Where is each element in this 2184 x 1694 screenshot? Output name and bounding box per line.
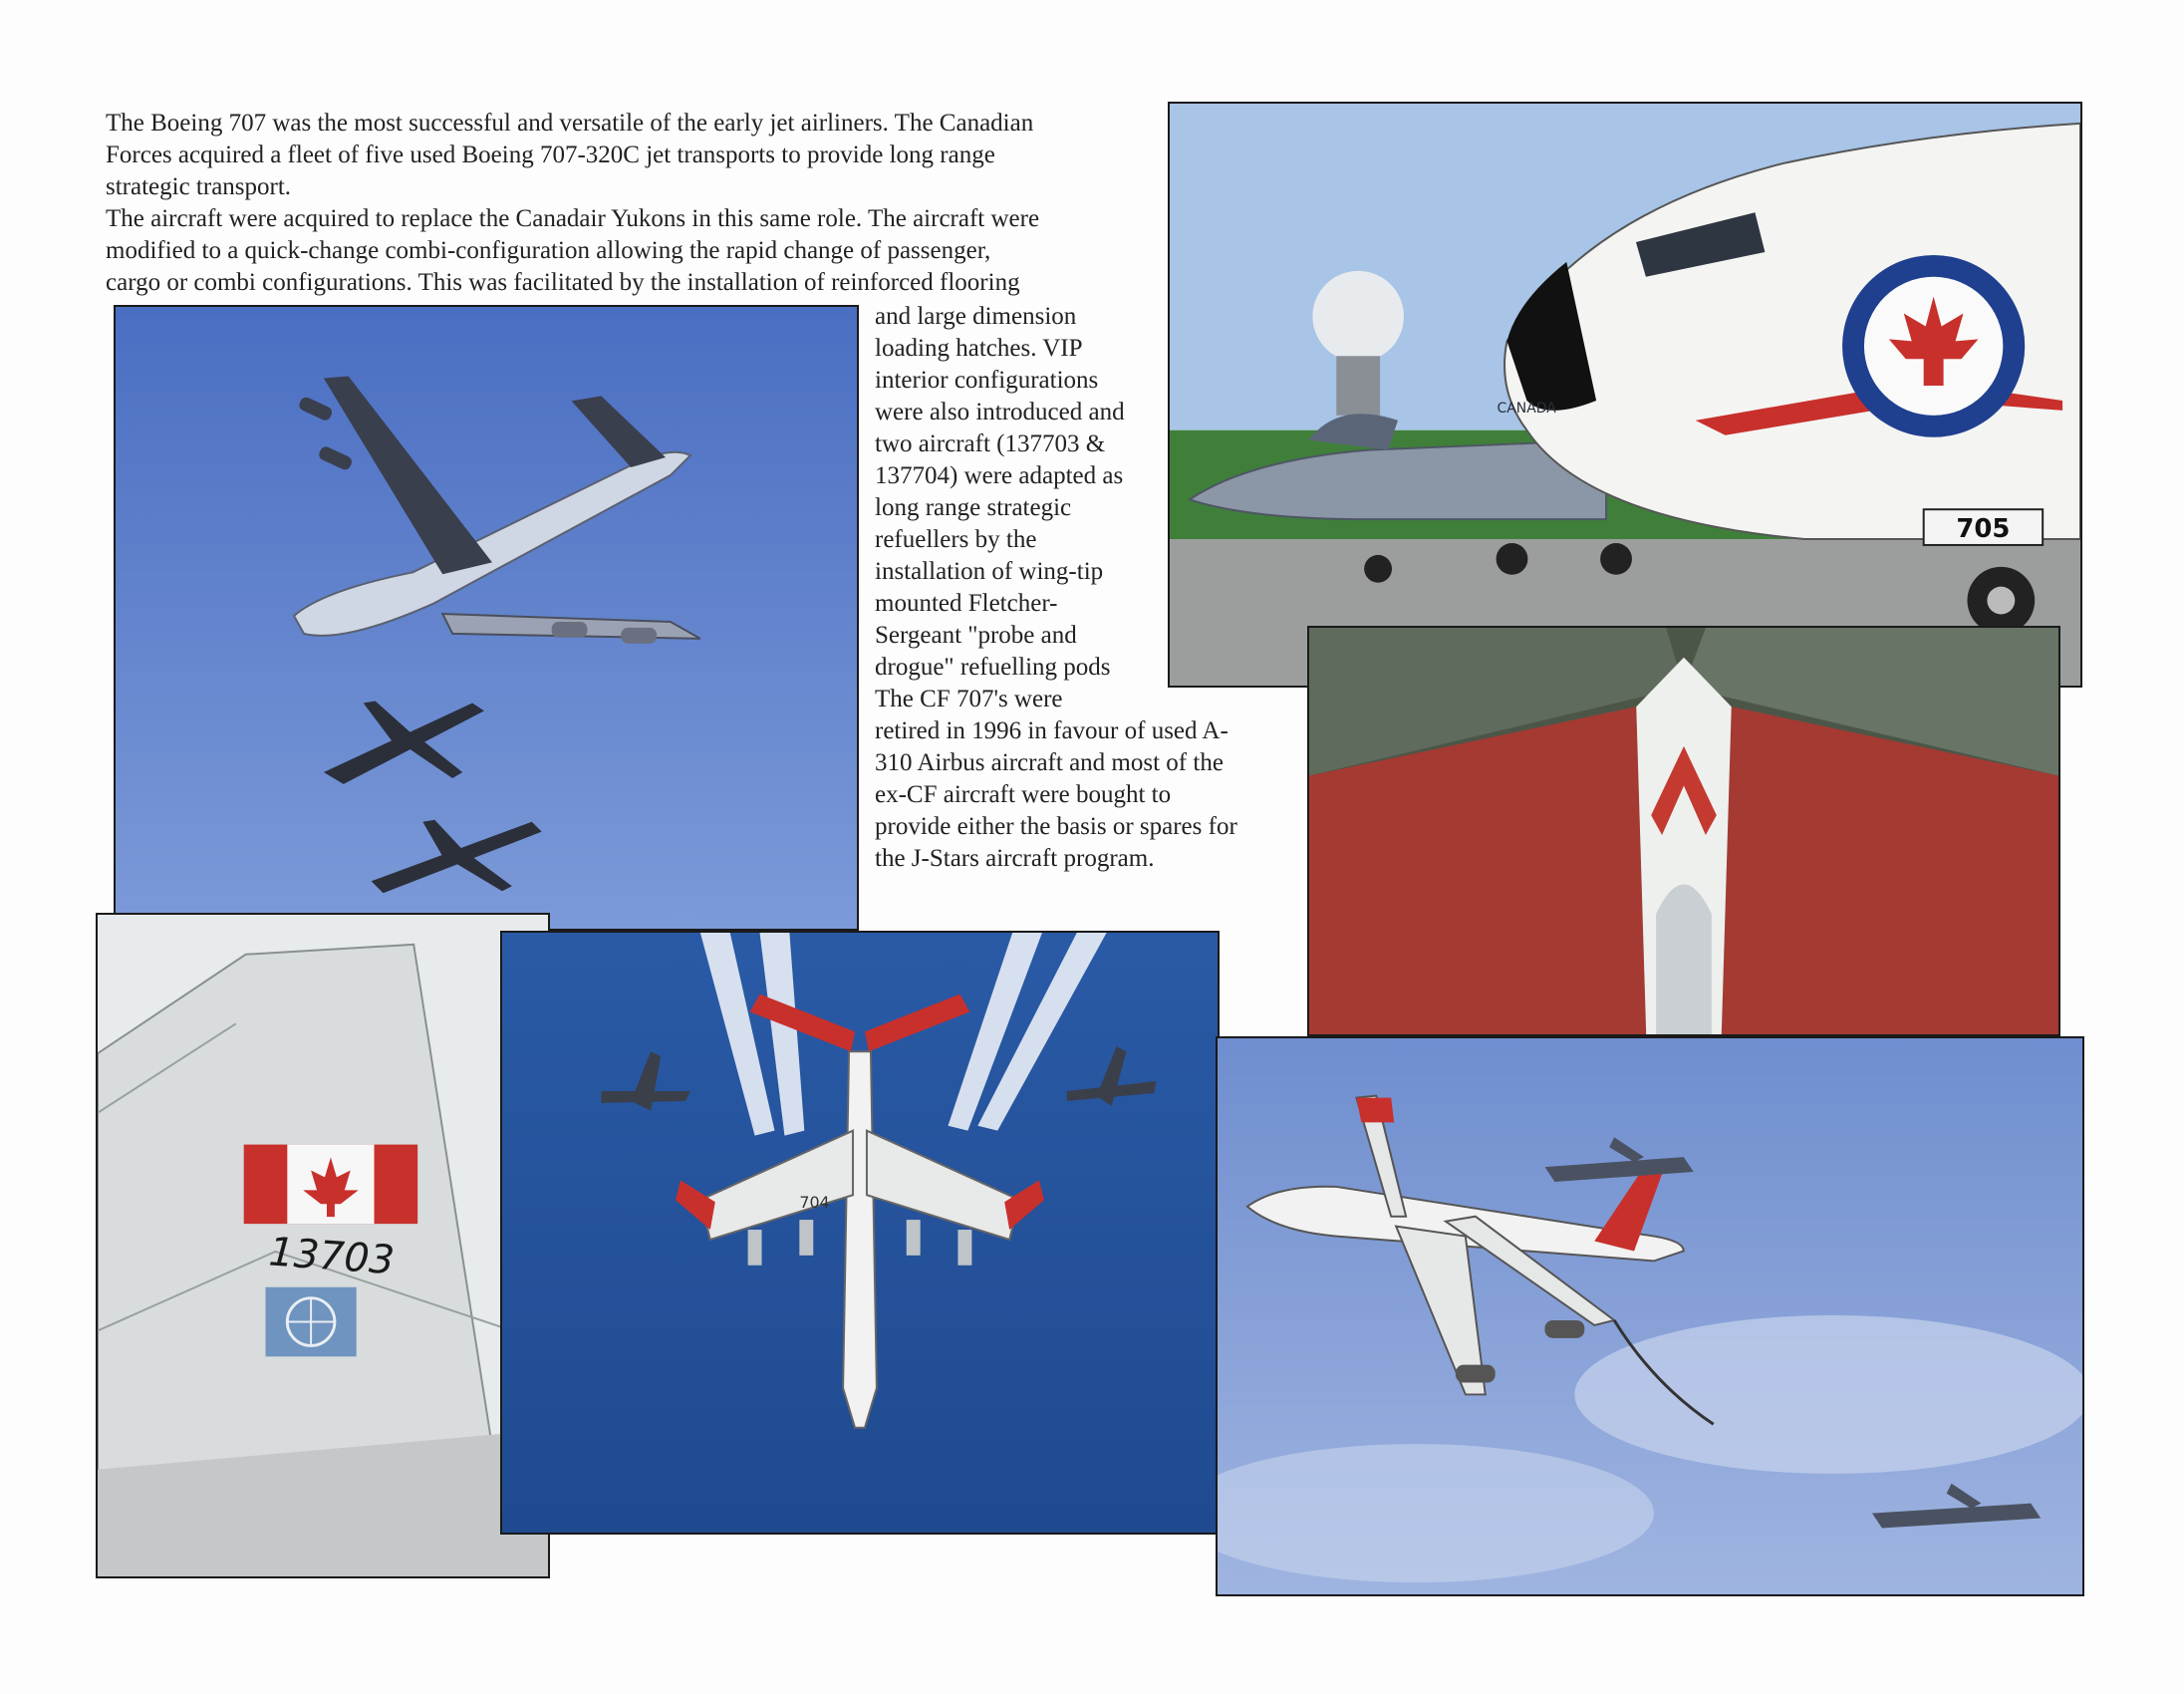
side-line: The CF 707's were <box>875 686 1063 712</box>
intro-line: cargo or combi configurations. This was facilitated by the installation of reinforced flooring <box>106 269 1020 296</box>
nose-number: 705 <box>1956 514 2011 545</box>
intro-line: modified to a quick-change combi-configuration allowing the rapid change of passenger, <box>106 237 991 264</box>
photo-tail-underside-image <box>1309 628 2058 1034</box>
side-line: interior configurations <box>875 367 1099 394</box>
side-line: were also introduced and <box>875 399 1125 425</box>
photo-707-refueling-image <box>1218 1038 2082 1594</box>
side-line: provide either the basis or spares for <box>875 813 1237 840</box>
side-line: the J-Stars aircraft program. <box>875 845 1155 872</box>
photo-707-refueling <box>1216 1036 2084 1596</box>
photo-tail-fin-flag-image <box>98 915 548 1576</box>
side-line: Sergeant "probe and <box>875 622 1077 649</box>
side-line: two aircraft (137703 & <box>875 430 1106 457</box>
intro-line: The aircraft were acquired to replace the Canadair Yukons in this same role. The aircraft were <box>106 205 1040 232</box>
intro-line: strategic transport. <box>106 173 292 200</box>
photo-707-contrails <box>500 931 1220 1535</box>
side-line: retired in 1996 in favour of used A- <box>875 717 1228 744</box>
tail-number: 13703 <box>267 1229 397 1284</box>
side-line: and large dimension <box>875 303 1077 330</box>
side-line: mounted Fletcher- <box>875 590 1058 617</box>
photo-707-nose-roundel-image <box>1170 104 2080 686</box>
intro-line: Forces acquired a fleet of five used Boeing 707-320C jet transports to provide long range <box>106 141 995 168</box>
side-line: 137704) were adapted as <box>875 462 1124 489</box>
intro-paragraph <box>106 108 1182 299</box>
photo-707-nose-roundel <box>1168 102 2082 688</box>
side-line: ex-CF aircraft were bought to <box>875 781 1172 808</box>
side-line: installation of wing-tip <box>875 558 1104 585</box>
side-line: refuellers by the <box>875 526 1037 553</box>
photo-707-with-fighters <box>114 305 859 931</box>
belly-number: 704 <box>799 1193 830 1213</box>
intro-line: The Boeing 707 was the most successful and versatile of the early jet airliners. The Canadian <box>106 110 1034 137</box>
photo-707-contrails-image <box>502 933 1218 1533</box>
photo-tail-fin-flag <box>96 913 550 1578</box>
fuselage-label: CANADA <box>1497 400 1556 417</box>
photo-707-with-fighters-image <box>116 307 857 929</box>
photo-tail-underside <box>1307 626 2060 1036</box>
side-line: loading hatches. VIP <box>875 335 1083 362</box>
side-line: long range strategic <box>875 494 1072 521</box>
side-line: drogue" refuelling pods <box>875 654 1111 681</box>
side-line: 310 Airbus aircraft and most of the <box>875 749 1224 776</box>
